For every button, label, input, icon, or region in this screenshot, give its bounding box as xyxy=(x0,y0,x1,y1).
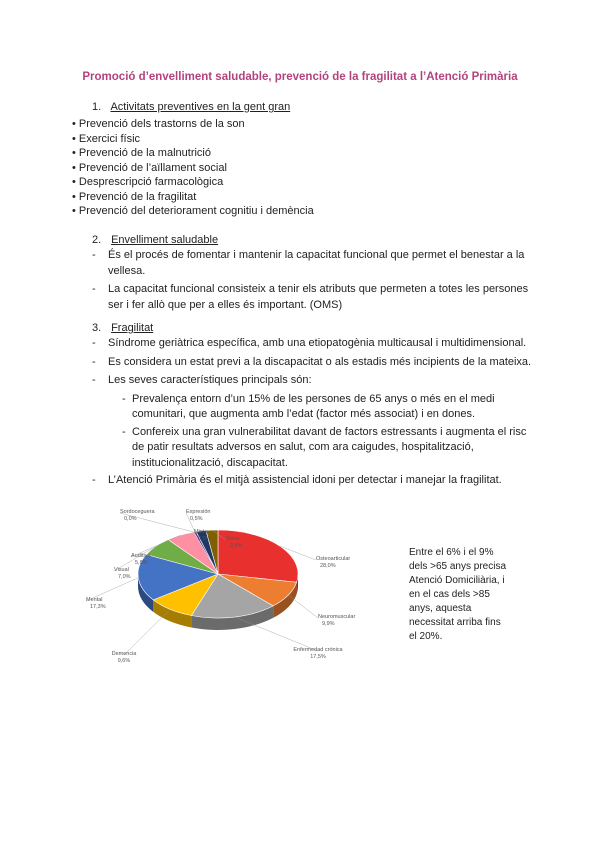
list-item: - Es considera un estat previ a la discapacitat o als estadis més incipients de la mateixa. xyxy=(92,355,532,371)
pie-label-value: 2,4% xyxy=(230,543,243,549)
pie-label-name: Demencia xyxy=(111,651,137,657)
pie-label-name: Otras xyxy=(226,536,240,542)
sub-list-item: - Prevalença entorn d’un 15% de les persones de 65 anys o més en el medi comunitari, que augmenta amb l’edat (factor més associat) i en dones. xyxy=(92,392,532,423)
pie-label-value: 9,9% xyxy=(322,621,335,627)
section-2-heading xyxy=(92,234,218,246)
section-1-title: Activitats preventives en la gent gran xyxy=(110,101,291,113)
leader-line xyxy=(288,595,318,618)
list-item: • Exercici físic xyxy=(72,132,314,147)
pie-label-value: 28,0% xyxy=(320,563,336,569)
pie-label-name: Sordoceguera xyxy=(120,509,155,515)
pie-label-value: 17,3% xyxy=(90,604,106,610)
page-title: Promoció d’envelliment saludable, prevenció de la fragilitat a l’Atenció Primària xyxy=(82,71,518,83)
list-item: - Síndrome geriàtrica específica, amb una etiopatogènia multicausal i multidimensional. xyxy=(92,336,532,352)
pie-label-value: 17,5% xyxy=(310,654,326,660)
list-item: - Les seves característiques principals són: xyxy=(92,373,532,389)
list-item: - L’Atenció Primària és el mitjà assistencial idoni per detectar i manejar la fragilitat. xyxy=(92,473,532,489)
list-item: - És el procés de fomentar i mantenir la capacitat funcional que permet el benestar a la vellesa. xyxy=(92,248,532,279)
section-1-number: 1. xyxy=(92,101,102,113)
frailty-list xyxy=(92,336,532,492)
pie-label-name: Mixta xyxy=(194,529,208,535)
healthy-aging-list xyxy=(92,248,532,316)
pie-label-name: Enfermedad crónica xyxy=(293,647,343,653)
list-item: • Prevenció de l’aïllament social xyxy=(72,161,314,176)
list-item: • Prevenció dels trastorns de la son xyxy=(72,117,314,132)
pie-label-name: Osteoarticular xyxy=(316,556,351,562)
pie-label-name: Neuromuscular xyxy=(318,614,356,620)
section-3-title: Fragilitat xyxy=(111,322,154,334)
pie-label-value: 0,0% xyxy=(124,516,137,522)
list-item: • Prevenció del deteriorament cognitiu i demència xyxy=(72,204,314,219)
section-1-heading xyxy=(92,101,290,113)
list-item: • Prevenció de la fragilitat xyxy=(72,190,314,205)
pie-label-name: Visual xyxy=(114,567,129,573)
leader-line xyxy=(235,617,318,651)
section-2-number: 2. xyxy=(92,234,102,246)
section-2-title: Envelliment saludable xyxy=(111,234,219,246)
pie-label-value: 7,0% xyxy=(118,574,131,580)
pie-label-name: Mental xyxy=(86,597,103,603)
sub-list-item: - Confereix una gran vulnerabilitat davant de factors estressants i augmenta el risc de patir resultats adversos en salut, com ara caigudes, hospitalització, institucionalització, discapacitat. xyxy=(92,425,532,472)
pie-label-value: 2,0% xyxy=(198,536,211,542)
pie-label-name: Auditiva xyxy=(131,553,151,559)
preventive-activities-list xyxy=(72,117,314,219)
list-item: - La capacitat funcional consisteix a tenir els atributs que permeten a totes les persones ser i fer allò que per a elles és important. (OMS) xyxy=(92,282,532,313)
section-3-number: 3. xyxy=(92,322,102,334)
section-3-heading xyxy=(92,322,153,334)
list-item: • Prevenció de la malnutrició xyxy=(72,146,314,161)
pie-label-value: 5,8% xyxy=(135,560,148,566)
pie-label-value: 0,5% xyxy=(190,516,203,522)
leader-line xyxy=(124,609,170,655)
list-item: • Desprescripció farmacològica xyxy=(72,175,314,190)
pie-label-value: 9,6% xyxy=(117,658,131,664)
pie-label-name: Expresión xyxy=(186,509,211,515)
chart-caption: Entre el 6% i el 9% dels >65 anys precisa Atenció Domiciliària, i en el cas dels >85 anys, aquesta necessitat arriba fins el 20%. xyxy=(409,547,507,642)
